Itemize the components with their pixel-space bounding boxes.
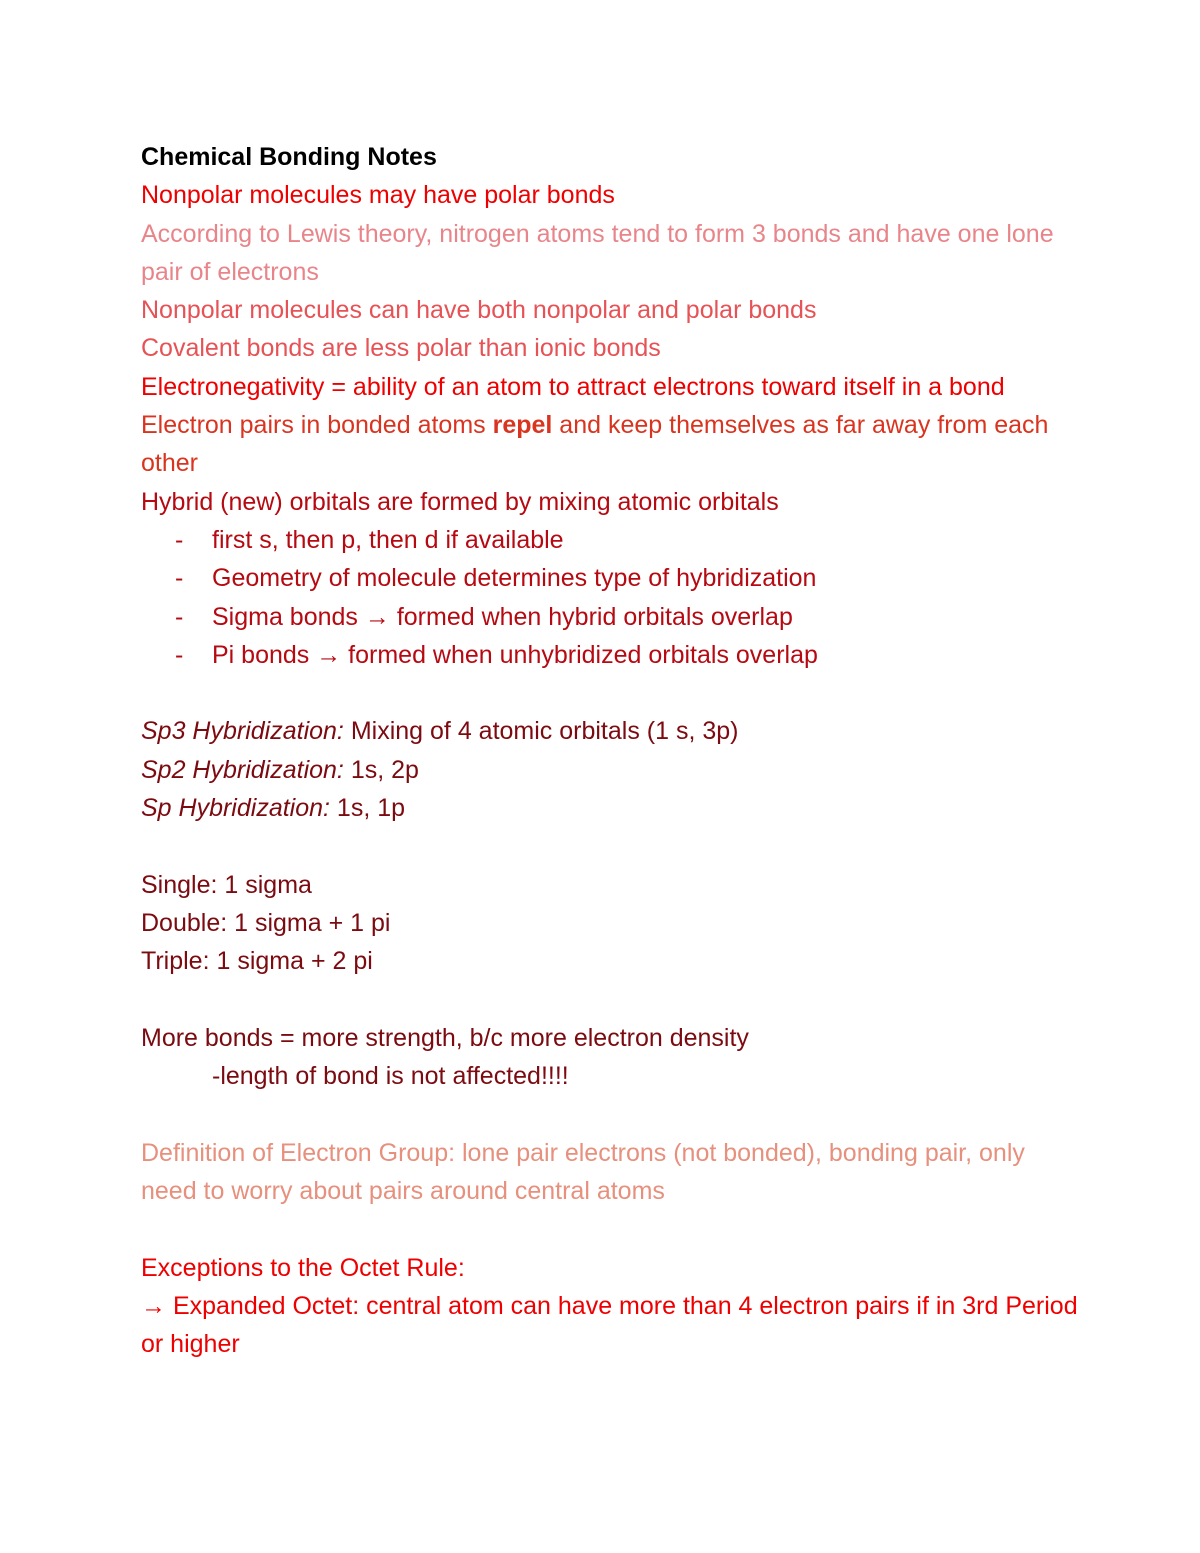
sp-text: 1s, 1p <box>329 794 406 823</box>
sp2-text: 1s, 2p <box>343 755 419 784</box>
double-bond-line: Double: 1 sigma + 1 pi <box>141 908 391 937</box>
note-electronegativity-definition: Electronegativity = ability of an atom to attract electrons toward itself in a bond <box>141 372 1005 401</box>
octet-exceptions-heading: Exceptions to the Octet Rule: <box>141 1253 465 1282</box>
sp-hybridization-line <box>141 789 1081 827</box>
note-hybrid-orbitals: Hybrid (new) orbitals are formed by mixing atomic orbitals <box>141 487 779 516</box>
note-lewis-theory-nitrogen: According to Lewis theory, nitrogen atoms tend to form 3 bonds and have one lone pair of electrons <box>141 219 1054 286</box>
bond-strength-line: More bonds = more strength, b/c more electron density <box>141 1023 749 1052</box>
bullet-dash: - <box>175 525 184 554</box>
list-item <box>141 559 1081 597</box>
bullet-text: first s, then p, then d if available <box>212 525 564 554</box>
bullet-text: Pi bonds → formed when unhybridized orbitals overlap <box>212 640 818 669</box>
single-bond-line: Single: 1 sigma <box>141 870 312 899</box>
note-covalent-vs-ionic: Covalent bonds are less polar than ionic bonds <box>141 334 661 363</box>
sp3-text: Mixing of 4 atomic orbitals (1 s, 3p) <box>343 717 739 746</box>
sp2-hybridization-line <box>141 751 1081 789</box>
sp2-label: Sp2 Hybridization: <box>141 755 344 784</box>
bullet-text: Sigma bonds → formed when hybrid orbitals overlap <box>212 602 793 631</box>
page-title: Chemical Bonding Notes <box>141 143 437 171</box>
blank-line <box>141 674 1081 712</box>
blank-line <box>141 1210 1081 1248</box>
sp3-hybridization-line <box>141 712 1081 750</box>
note-nonpolar-both-bonds: Nonpolar molecules can have both nonpolar and polar bonds <box>141 296 817 325</box>
repel-post-text: and keep themselves as far away from each other <box>141 411 1049 478</box>
electron-group-definition: Definition of Electron Group: lone pair electrons (not bonded), bonding pair, only need to worry about pairs around central atoms <box>141 1138 1025 1206</box>
bullet-text: Geometry of molecule determines type of hybridization <box>212 564 817 593</box>
list-item <box>141 521 1081 559</box>
list-item <box>141 636 1081 674</box>
bond-length-note: -length of bond is not affected!!!! <box>212 1062 569 1091</box>
bullet-dash: - <box>175 564 184 593</box>
sp-label: Sp Hybridization: <box>141 794 330 823</box>
triple-bond-line: Triple: 1 sigma + 2 pi <box>141 947 373 976</box>
note-nonpolar-polar-bonds: Nonpolar molecules may have polar bonds <box>141 181 615 210</box>
expanded-octet-note: → Expanded Octet: central atom can have more than 4 electron pairs if in 3rd Period or higher <box>141 1291 1078 1359</box>
document-page <box>141 138 1081 1364</box>
bullet-dash: - <box>175 640 184 669</box>
sp3-label: Sp3 Hybridization: <box>141 717 344 746</box>
blank-line <box>141 827 1081 865</box>
blank-line <box>141 1095 1081 1133</box>
repel-bold-word: repel <box>492 411 553 440</box>
note-electron-pairs-repel <box>141 406 1081 483</box>
repel-pre-text: Electron pairs in bonded atoms <box>141 411 493 440</box>
hybrid-orbitals-bullet-list <box>141 521 1081 674</box>
blank-line <box>141 981 1081 1019</box>
list-item <box>141 598 1081 636</box>
bullet-dash: - <box>175 602 184 631</box>
